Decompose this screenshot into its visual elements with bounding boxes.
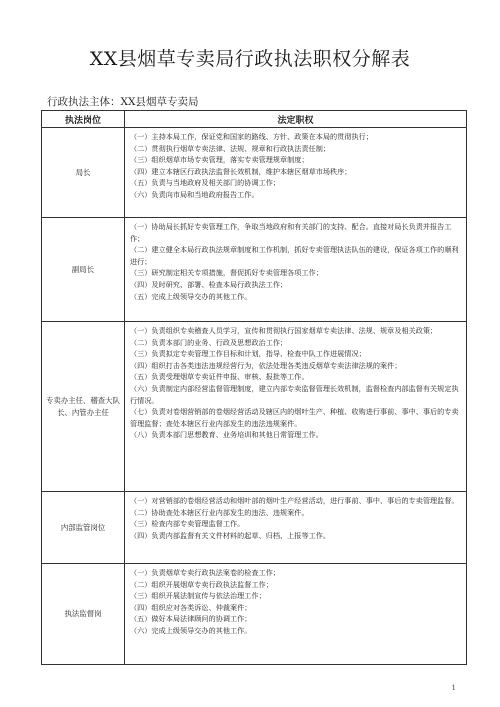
duty-item: （一）对营销部的卷烟经营活动和烟叶部的烟叶生产经营活动，进行事前、事中、事后的专卖管理监督。 bbox=[130, 496, 459, 505]
table-body bbox=[42, 128, 467, 665]
post-name: 副局长 bbox=[42, 218, 125, 322]
duty-item: （四）负责内部监督有关文件材料的起草、归档、上报等工作。 bbox=[130, 530, 331, 540]
duty-item: （四）组织应对各类诉讼、仲裁案件； bbox=[130, 602, 252, 612]
duty-item: （八）负责本部门思想教育、业务培训和其他日常管理工作。 bbox=[130, 430, 323, 440]
duty-item: （四）组织打击各类违法违规经营行为，依法处理各类违反烟草专卖法律法规的案件； bbox=[130, 360, 402, 370]
post-name: 局长 bbox=[42, 128, 125, 218]
duty-list bbox=[125, 492, 467, 564]
duty-item: （一）协助局长抓好专卖管理工作，争取当地政府和有关部门的支持、配合。直接对局长负责并报告工作； bbox=[130, 222, 452, 243]
duty-item: （三）组织烟草市场专卖管理，落实专卖管理规章制度； bbox=[130, 155, 309, 165]
duty-item: （二）组织开展烟草专卖行政执法监督工作； bbox=[130, 579, 273, 589]
duty-item: （五）负责与当地政府及相关部门的协调工作； bbox=[130, 178, 281, 188]
table-header-row bbox=[42, 111, 467, 128]
header-duties: 法定职权 bbox=[125, 111, 467, 128]
duty-item: （二）协助查处本辖区行业内部发生的违法、违规案件。 bbox=[130, 507, 309, 517]
duty-item: （一）负责烟草专卖行政执法案卷的检查工作； bbox=[130, 568, 281, 577]
duty-item: （二）建立健全本局行政执法规章制度和工作机制，抓好专卖管理执法队伍的建设，保证各项工作的顺利进行； bbox=[130, 245, 459, 266]
document-title: XX县烟草专卖局行政执法职权分解表 bbox=[89, 48, 411, 70]
duty-item: （三）检查内部专卖管理监督工作。 bbox=[130, 519, 245, 529]
duty-item: （三）负责拟定专卖管理工作目标和计划，指导、检查中队工作进展情况； bbox=[130, 349, 366, 359]
duty-item: （七）负责对卷烟营销部的卷烟经营活动及辖区内的烟叶生产、种植、收购进行事前、事中、事后的专卖管理监督；查处本辖区行业内部发生的违法违规案件。 bbox=[130, 407, 459, 428]
post-name: 专卖办主任、稽查大队长、内管办主任 bbox=[42, 322, 125, 492]
duty-item: （六）完成上级领导交办的其他工作。 bbox=[130, 625, 252, 635]
enforcement-subject: 行政执法主体：XX县烟草专卖局 bbox=[47, 96, 199, 108]
duty-list bbox=[125, 218, 467, 322]
duty-item: （二）贯彻执行烟草专卖法律、法规、规章和行政执法责任制； bbox=[130, 143, 331, 153]
duty-item: （一）负责组织专卖稽查人员学习，宣传和贯彻执行国家烟草专卖法律、法规、规章及相关政策； bbox=[130, 326, 438, 335]
duty-item: （四）及时研究、部署、检查本局行政执法工作； bbox=[130, 279, 288, 289]
header-post: 执法岗位 bbox=[42, 111, 125, 128]
duty-list bbox=[125, 322, 467, 492]
duty-item: （六）负责制定内部经营监督管理制度，建立内部专卖监督管理长效机制，监督检查内部监督有关规定执行情况。 bbox=[130, 383, 459, 405]
duty-item: （一）主持本局工作，保证党和国家的路线、方针、政策在本局的贯彻执行； bbox=[130, 132, 373, 141]
duty-item: （六）负责向市局和当地政府报告工作。 bbox=[130, 189, 259, 199]
table-row bbox=[42, 218, 467, 322]
table-row bbox=[42, 492, 467, 564]
post-name: 执法监督岗 bbox=[42, 564, 125, 665]
post-name: 内部监管岗位 bbox=[42, 492, 125, 564]
duty-list bbox=[125, 128, 467, 218]
duty-item: （三）组织开展法制宣传与依法治理工作； bbox=[130, 591, 266, 601]
table-row bbox=[42, 322, 467, 492]
duty-table bbox=[41, 110, 467, 665]
duty-item: （五）完成上级领导交办的其他工作。 bbox=[130, 291, 252, 301]
table-row bbox=[42, 564, 467, 665]
duty-item: （五）负责受理烟草专卖证件申报、审核、报批等工作。 bbox=[130, 372, 309, 382]
table-row bbox=[42, 128, 467, 218]
duty-item: （二）负责本部门的业务、行政及思想政治工作； bbox=[130, 337, 288, 347]
page-number: 1 bbox=[451, 684, 456, 692]
duty-item: （五）做好本局法律顾问的协调工作； bbox=[130, 614, 252, 624]
duty-item: （三）研究制定相关专项措施，督促抓好专卖管理各项工作； bbox=[130, 268, 323, 278]
duty-list bbox=[125, 564, 467, 665]
duty-item: （四）建立本辖区行政执法监督长效机制，维护本辖区烟草市场秩序； bbox=[130, 166, 352, 176]
